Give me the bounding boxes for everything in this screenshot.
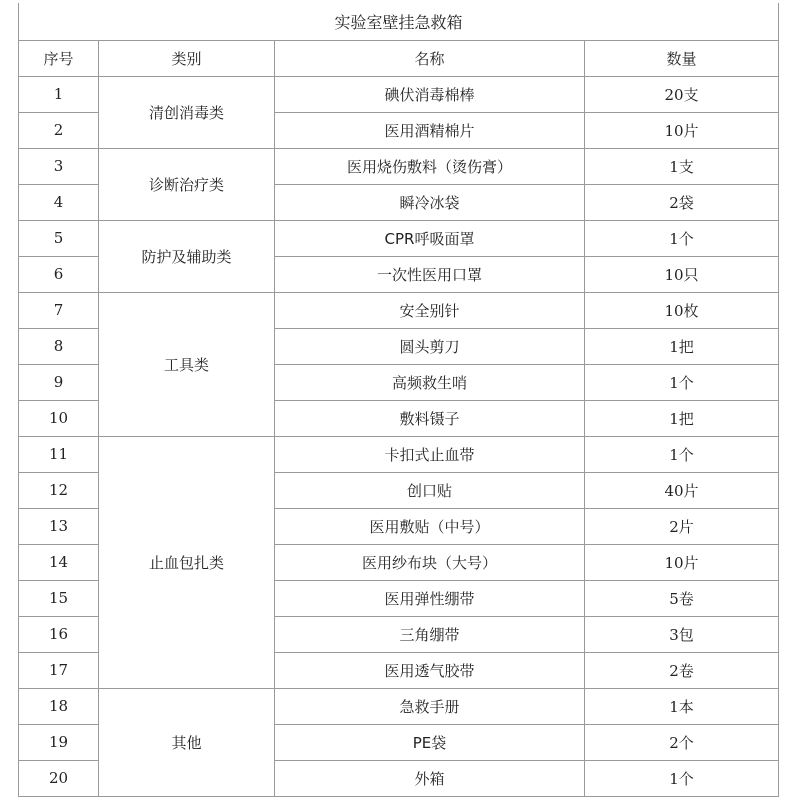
- item-index: 2: [19, 112, 99, 148]
- first-aid-kit-sheet: [18, 3, 778, 797]
- item-quantity: 20支: [585, 76, 779, 112]
- item-quantity: 2卷: [585, 652, 779, 688]
- table-row: [19, 688, 779, 724]
- item-quantity: 2片: [585, 508, 779, 544]
- item-name: 高频救生哨: [275, 364, 585, 400]
- item-name: 三角绷带: [275, 616, 585, 652]
- item-quantity: 5卷: [585, 580, 779, 616]
- category-cell: 诊断治疗类: [99, 148, 275, 220]
- title-row: [19, 3, 779, 40]
- table-row: [19, 76, 779, 112]
- item-name: 敷料镊子: [275, 400, 585, 436]
- item-name: 医用弹性绷带: [275, 580, 585, 616]
- item-index: 12: [19, 472, 99, 508]
- item-quantity: 1个: [585, 364, 779, 400]
- header-row: [19, 40, 779, 76]
- first-aid-kit-table: [18, 3, 779, 797]
- item-index: 3: [19, 148, 99, 184]
- table-row: [19, 220, 779, 256]
- item-quantity: 2个: [585, 724, 779, 760]
- item-quantity: 1把: [585, 328, 779, 364]
- table-title: 实验室壁挂急救箱: [19, 3, 779, 40]
- item-quantity: 1个: [585, 760, 779, 796]
- table-body: [19, 3, 779, 796]
- category-cell: 止血包扎类: [99, 436, 275, 688]
- item-name: 急救手册: [275, 688, 585, 724]
- item-quantity: 10片: [585, 112, 779, 148]
- item-index: 17: [19, 652, 99, 688]
- item-quantity: 1本: [585, 688, 779, 724]
- item-name: 安全别针: [275, 292, 585, 328]
- category-cell: 清创消毒类: [99, 76, 275, 148]
- item-name: 医用透气胶带: [275, 652, 585, 688]
- item-index: 9: [19, 364, 99, 400]
- table-row: [19, 292, 779, 328]
- category-cell: 其他: [99, 688, 275, 796]
- item-index: 4: [19, 184, 99, 220]
- table-row: [19, 436, 779, 472]
- item-index: 5: [19, 220, 99, 256]
- item-name: 卡扣式止血带: [275, 436, 585, 472]
- item-index: 14: [19, 544, 99, 580]
- header-category: 类别: [99, 40, 275, 76]
- item-quantity: 3包: [585, 616, 779, 652]
- item-index: 7: [19, 292, 99, 328]
- category-cell: 防护及辅助类: [99, 220, 275, 292]
- header-index: 序号: [19, 40, 99, 76]
- table-row: [19, 148, 779, 184]
- item-name: 圆头剪刀: [275, 328, 585, 364]
- item-name: 碘伏消毒棉棒: [275, 76, 585, 112]
- item-quantity: 2袋: [585, 184, 779, 220]
- item-quantity: 1个: [585, 436, 779, 472]
- item-quantity: 10只: [585, 256, 779, 292]
- item-name: 医用烧伤敷料（烫伤膏）: [275, 148, 585, 184]
- item-index: 8: [19, 328, 99, 364]
- item-index: 16: [19, 616, 99, 652]
- item-quantity: 1个: [585, 220, 779, 256]
- item-quantity: 40片: [585, 472, 779, 508]
- item-quantity: 1把: [585, 400, 779, 436]
- item-name: 医用敷贴（中号）: [275, 508, 585, 544]
- item-index: 19: [19, 724, 99, 760]
- item-name: 医用纱布块（大号）: [275, 544, 585, 580]
- header-name: 名称: [275, 40, 585, 76]
- item-name: CPR呼吸面罩: [275, 220, 585, 256]
- item-index: 1: [19, 76, 99, 112]
- item-index: 10: [19, 400, 99, 436]
- item-name: 创口贴: [275, 472, 585, 508]
- item-name: 一次性医用口罩: [275, 256, 585, 292]
- item-quantity: 10枚: [585, 292, 779, 328]
- item-quantity: 1支: [585, 148, 779, 184]
- item-index: 6: [19, 256, 99, 292]
- item-index: 15: [19, 580, 99, 616]
- item-name: PE袋: [275, 724, 585, 760]
- item-index: 13: [19, 508, 99, 544]
- item-index: 20: [19, 760, 99, 796]
- item-name: 外箱: [275, 760, 585, 796]
- item-name: 医用酒精棉片: [275, 112, 585, 148]
- item-quantity: 10片: [585, 544, 779, 580]
- item-index: 11: [19, 436, 99, 472]
- item-name: 瞬冷冰袋: [275, 184, 585, 220]
- item-index: 18: [19, 688, 99, 724]
- category-cell: 工具类: [99, 292, 275, 436]
- header-quantity: 数量: [585, 40, 779, 76]
